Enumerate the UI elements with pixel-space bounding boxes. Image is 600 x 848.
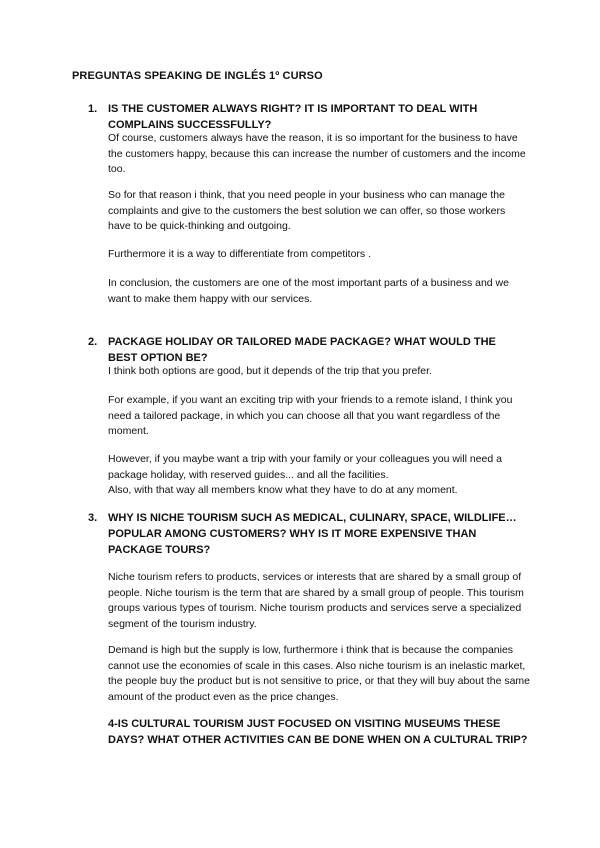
question-number: 2. [88, 336, 98, 348]
question-2-heading [88, 334, 528, 366]
question-1-heading [88, 101, 528, 133]
question-4-heading: 4-IS CULTURAL TOURISM JUST FOCUSED ON VISITING MUSEUMS THESE DAYS? WHAT OTHER ACTIVITIES CAN BE DONE WHEN ON A CULTURAL TRIP? [108, 718, 528, 746]
question-number: 1. [88, 103, 98, 115]
paragraph: Of course, customers always have the reason, it is so important for the business to have the customers happy, because this can increase the number of customers and the income too. [108, 132, 526, 175]
paragraph: For example, if you want an exciting trip with your friends to a remote island, I think you need a tailored package, in which you can choose all that you want regardless of the moment. [108, 394, 513, 437]
question-text: PACKAGE HOLIDAY OR TAILORED MADE PACKAGE? WHAT WOULD THE BEST OPTION BE? [108, 336, 496, 364]
question-text: IS THE CUSTOMER ALWAYS RIGHT? IT IS IMPORTANT TO DEAL WITH COMPLAINS SUCCESSFULLY? [108, 103, 478, 131]
question-3-heading [88, 510, 528, 558]
paragraph: Demand is high but the supply is low, furthermore i think that is because the companies cannot use the economies of scale in this cases. Also niche tourism is an inelastic market, the people buy the product but is not sensitive to price, or that they will buy about the same amount of the product even as the price changes. [108, 644, 530, 703]
paragraph: So for that reason i think, that you need people in your business who can manage the complaints and give to the customers the best solution we can offer, so those workers have to be quick-thinking and outgoing. [108, 189, 506, 232]
page-title: PREGUNTAS SPEAKING DE INGLÉS 1º CURSO [72, 70, 323, 82]
paragraph: Also, with that way all members know what they have to do at any moment. [108, 484, 458, 496]
paragraph: However, if you maybe want a trip with your family or your colleagues you will need a package holiday, with reserved guides... and all the facilities. [108, 453, 502, 481]
paragraph: Furthermore it is a way to differentiate from competitors . [108, 248, 371, 260]
question-number: 3. [88, 512, 98, 524]
question-text: WHY IS NICHE TOURISM SUCH AS MEDICAL, CULINARY, SPACE, WILDLIFE… POPULAR AMONG CUSTOMERS? WHY IS IT MORE EXPENSIVE THAN PACKAGE TOURS? [108, 512, 517, 556]
paragraph: Niche tourism refers to products, services or interests that are shared by a small group of people. Niche tourism is the term that are shared by a small group of people. This tourism groups various types of tourism. Niche tourism products and services serve a specialized segment of the tourism industry. [108, 571, 524, 630]
paragraph: I think both options are good, but it depends of the trip that you prefer. [108, 365, 432, 377]
paragraph: In conclusion, the customers are one of the most important parts of a business and we want to make them happy with our services. [108, 277, 509, 305]
